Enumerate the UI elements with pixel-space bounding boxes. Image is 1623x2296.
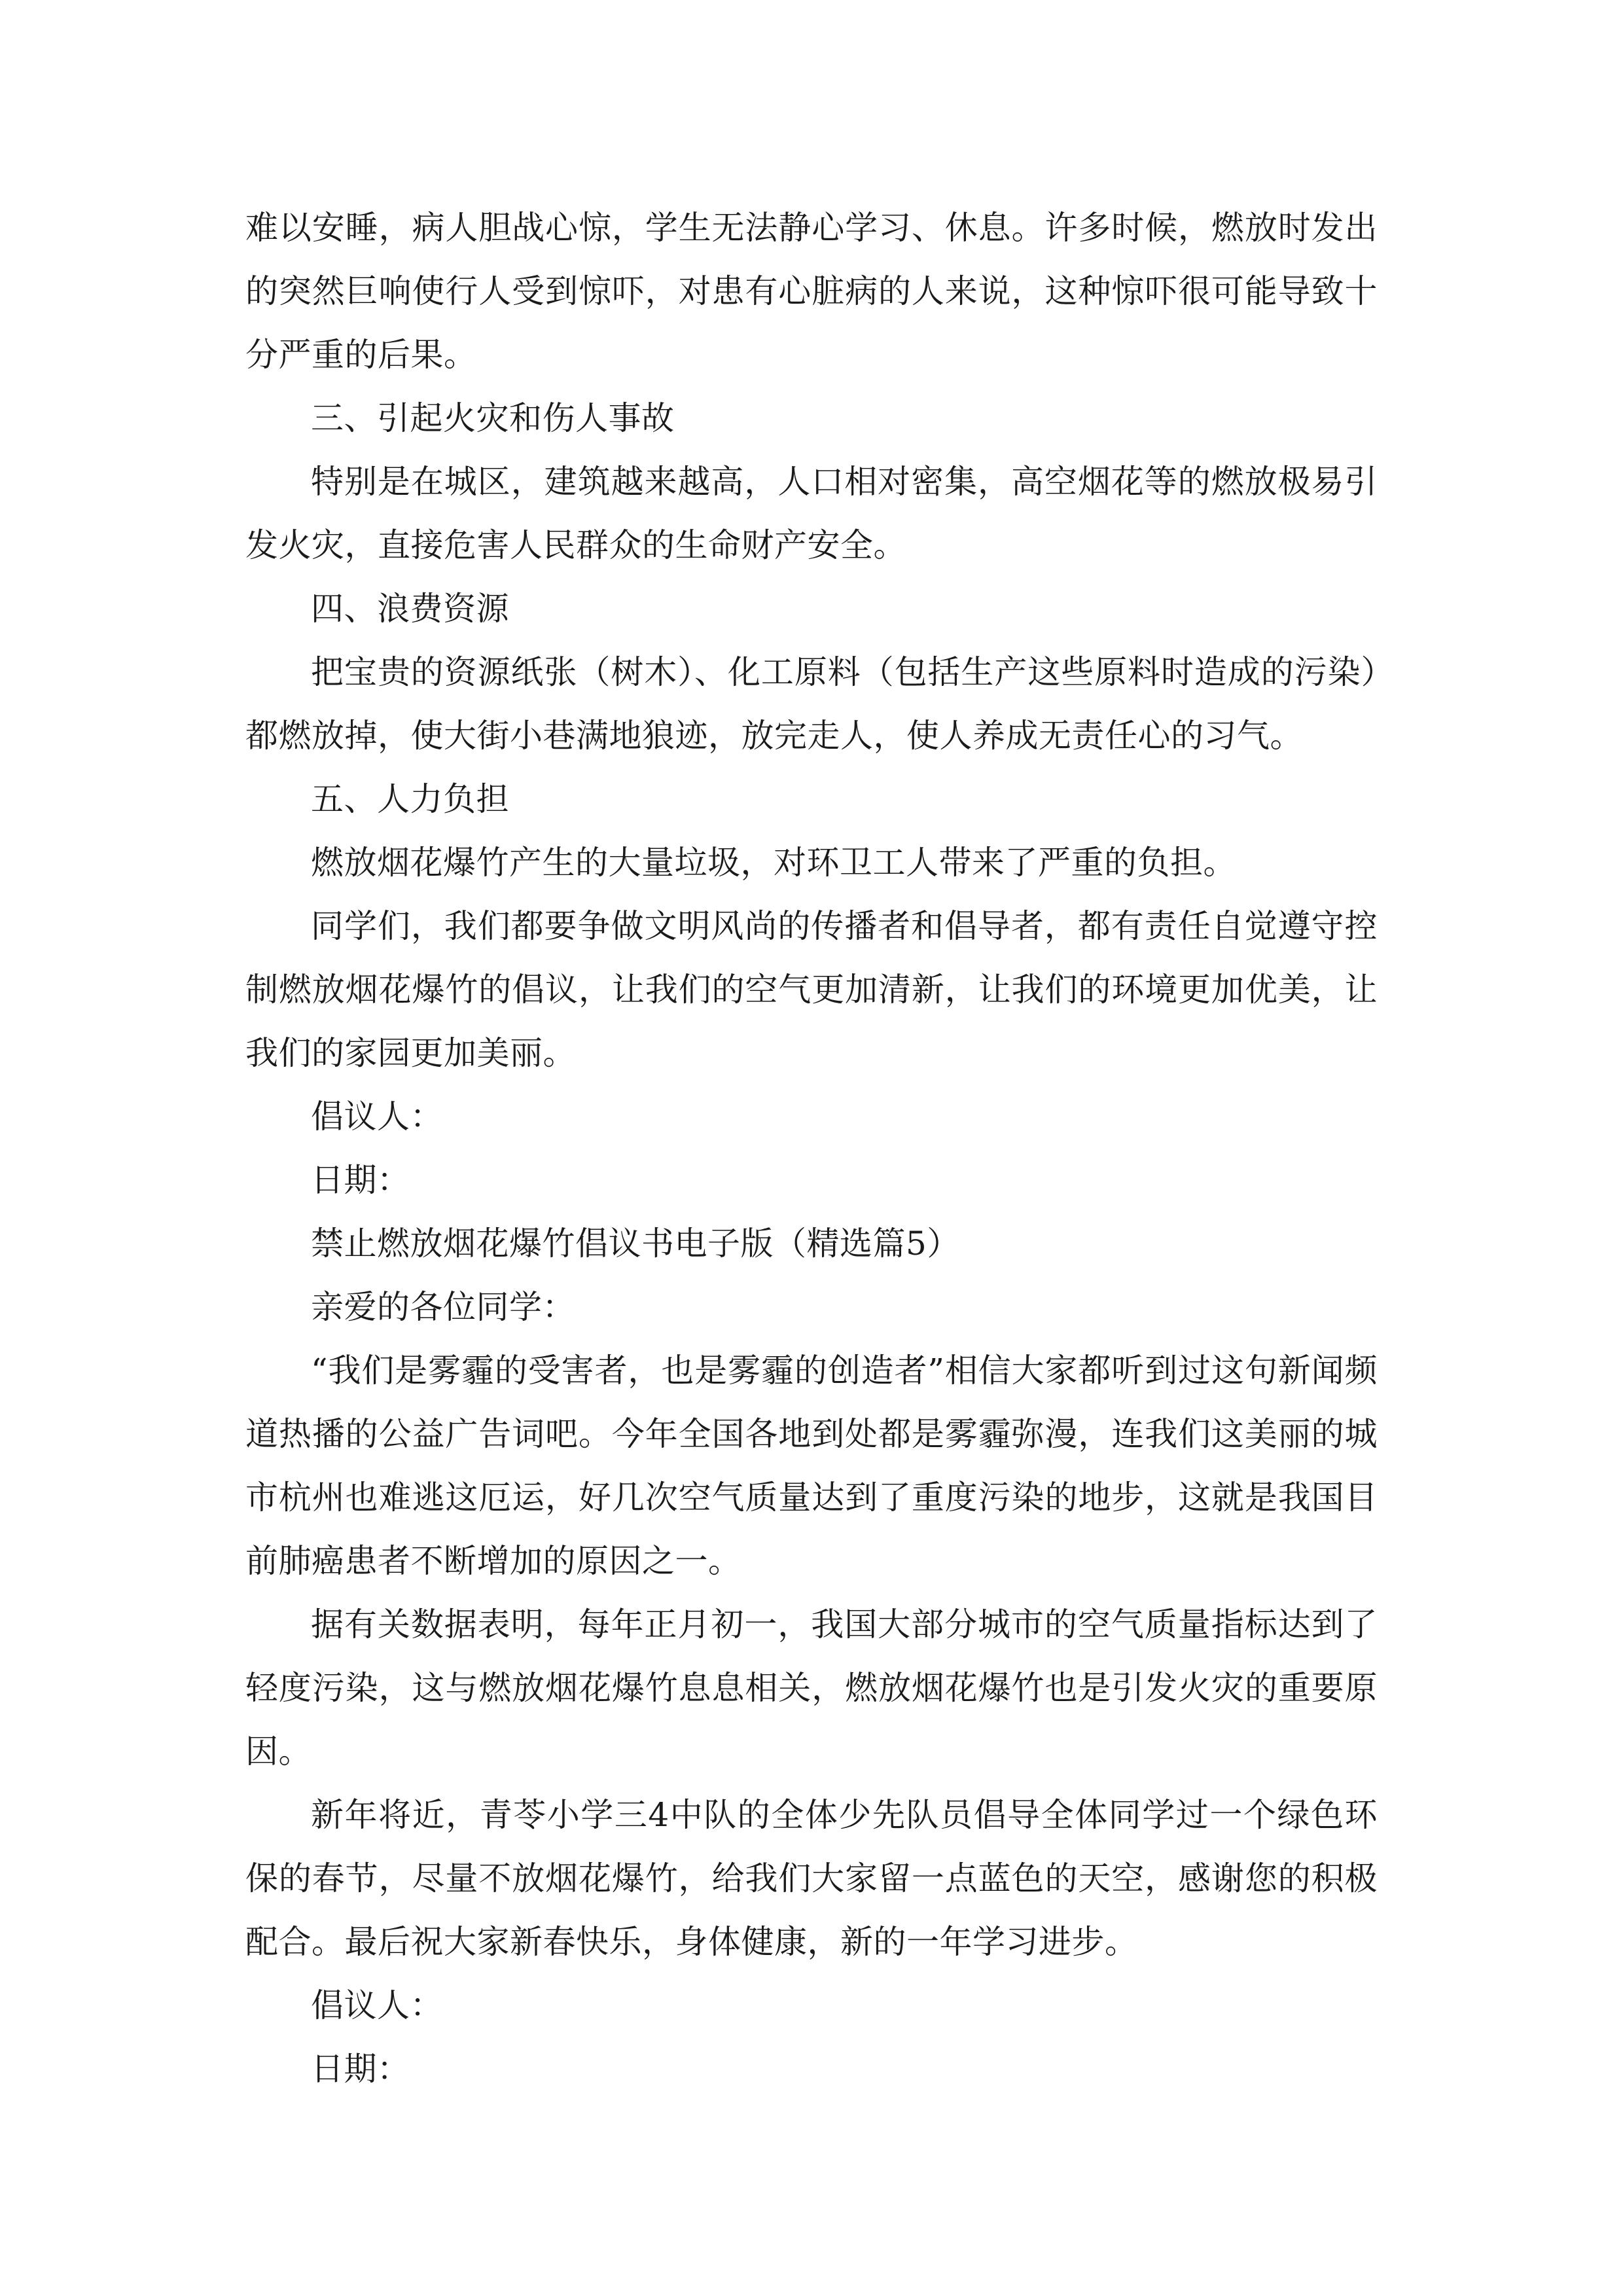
paragraph: 把宝贵的资源纸张（树木）、化工原料（包括生产这些原料时造成的污染）都燃放掉，使大街小巷满地狼迹，放完走人，使人养成无责任心的习气。 — [245, 653, 1378, 755]
section-heading: 四、浪费资源 — [311, 590, 509, 628]
document-body — [245, 196, 1378, 2101]
paragraph: “我们是雾霾的受害者，也是雾霾的创造者”相信大家都听到过这句新闻频道热播的公益广告词吧。今年全国各地到处都是雾霾弥漫，连我们这美丽的城市杭州也难逃这厄运，好几次空气质量达到了重度污染的地步，这就是我国目前肺癌患者不断增加的原因之一。 — [245, 1352, 1378, 1580]
paragraph: 同学们，我们都要争做文明风尚的传播者和倡导者，都有责任自觉遵守控制燃放烟花爆竹的倡议，让我们的空气更加清新，让我们的环境更加优美，让我们的家园更加美丽。 — [245, 907, 1378, 1072]
date-label: 日期： — [311, 2050, 410, 2088]
paragraph: 新年将近，青苓小学三4中队的全体少先队员倡导全体同学过一个绿色环保的春节，尽量不放烟花爆竹，给我们大家留一点蓝色的天空，感谢您的积极配合。最后祝大家新春快乐，身体健康，新的一年学习进步。 — [245, 1796, 1378, 1961]
paragraph: 燃放烟花爆竹产生的大量垃圾，对环卫工人带来了严重的负担。 — [311, 844, 1236, 882]
paragraph: 特别是在城区，建筑越来越高，人口相对密集，高空烟花等的燃放极易引发火灾，直接危害人民群众的生命财产安全。 — [245, 463, 1378, 564]
paragraph: 难以安睡，病人胆战心惊，学生无法静心学习、休息。许多时候，燃放时发出的突然巨响使行人受到惊吓，对患有心脏病的人来说，这种惊吓很可能导致十分严重的后果。 — [245, 209, 1378, 374]
signature-label: 倡议人： — [311, 1986, 443, 2024]
salutation: 亲爱的各位同学： — [311, 1288, 575, 1326]
signature-label: 倡议人： — [311, 1098, 443, 1136]
date-label: 日期： — [311, 1161, 410, 1199]
section-heading: 五、人力负担 — [311, 780, 509, 818]
section-title: 禁止燃放烟花爆竹倡议书电子版（精选篇5） — [311, 1225, 960, 1263]
section-heading: 三、引起火灾和伤人事故 — [311, 399, 675, 437]
paragraph: 据有关数据表明，每年正月初一，我国大部分城市的空气质量指标达到了轻度污染，这与燃放烟花爆竹息息相关，燃放烟花爆竹也是引发火灾的重要原因。 — [245, 1605, 1378, 1770]
